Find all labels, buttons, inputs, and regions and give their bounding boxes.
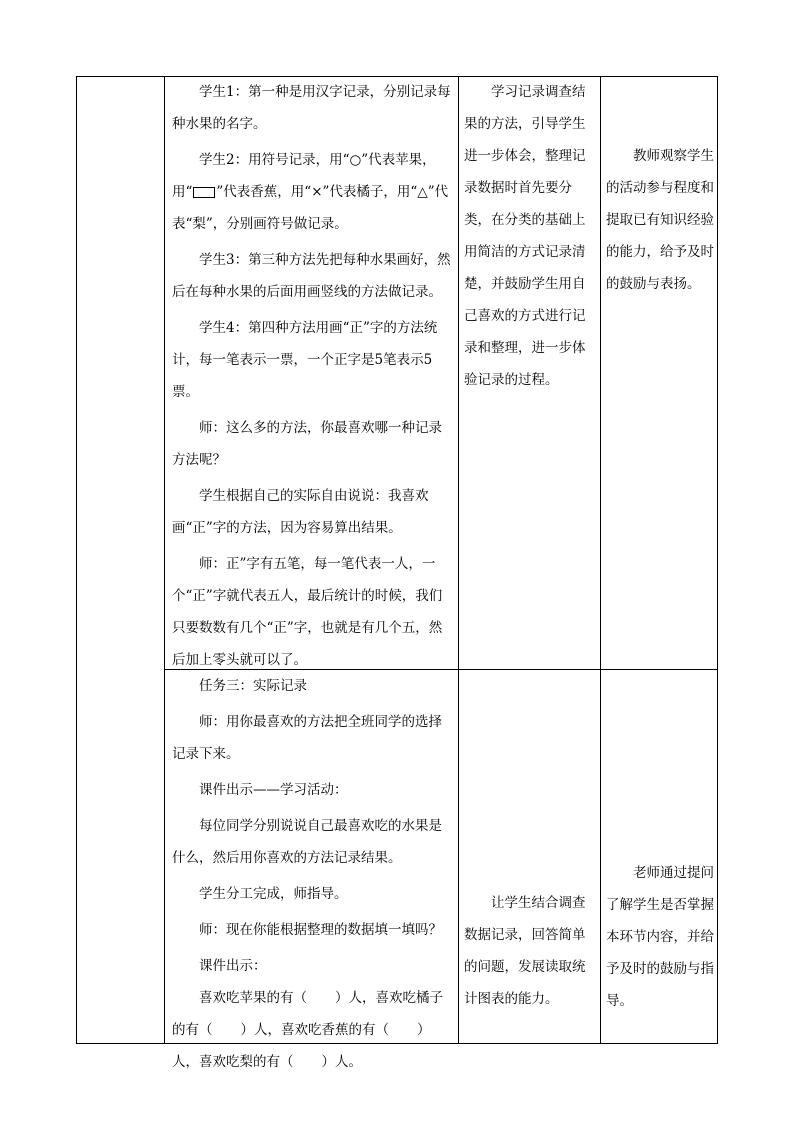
student-answer-text: 学生根据自己的实际自由说说：我喜欢画“正”字的方法，因为容易算出结果。 — [172, 488, 429, 536]
row1-intent-text: 学习记录调查结果的方法，引导学生进一步体会，整理记录数据时首先要分类，在分类的基础上用简洁的方式记录清楚，并鼓励学生用自己喜欢的方式进行记录和整理，进一步体验记录的过程。 — [464, 84, 586, 388]
activity-desc-text: 每位同学分别说说自己最喜欢吃的水果是什么，然后用你喜欢的方法记录结果。 — [172, 818, 442, 866]
row1-evaluation-text: 教师观察学生的活动参与程度和提取已有知识经验的能力，给予及时的鼓励与表扬。 — [606, 148, 714, 292]
row1-intent-cell — [464, 76, 596, 396]
group-work-text: 学生分工完成，师指导。 — [199, 886, 348, 902]
row2-intent-cell — [464, 887, 596, 1015]
col-divider-1 — [164, 76, 165, 1044]
fill-question-text: 师：现在你能根据整理的数据填一填吗？ — [199, 922, 442, 938]
teacher-question-text: 师：这么多的方法，你最喜欢哪一种记录方法呢？ — [172, 420, 442, 468]
row2-evaluation-cell — [606, 857, 714, 1017]
student2-text: 学生2：用符号记录，用“○”代表苹果，用“ ”代表香蕉，用“×”代表橘子，用“△”代表“梨”，分别画符号做记录。 — [172, 152, 449, 232]
rectangle-symbol-icon — [193, 187, 215, 198]
courseware-show-text: 课件出示： — [199, 958, 267, 974]
border-left — [76, 76, 77, 1044]
row2-process-cell — [172, 670, 454, 1078]
col-divider-2 — [458, 76, 459, 1044]
task3-title: 任务三：实际记录 — [199, 678, 307, 694]
row2-intent-text: 让学生结合调查数据记录，回答简单的问题，发展读取统计图表的能力。 — [464, 895, 586, 1007]
row1-evaluation-cell — [606, 140, 714, 300]
task3-teacher-text: 师：用你最喜欢的方法把全班同学的选择记录下来。 — [172, 714, 442, 762]
col-divider-3 — [600, 76, 601, 1044]
student3-text: 学生3：第三种方法先把每种水果画好，然后在每种水果的后面用画竖线的方法做记录。 — [172, 252, 451, 300]
courseware-activity-text: 课件出示——学习活动： — [199, 782, 348, 798]
fill-blanks-text: 喜欢吃苹果的有（ ）人，喜欢吃橘子的有（ ）人，喜欢吃香蕉的有（ ）人，喜欢吃梨的有（ ）人。 — [172, 990, 443, 1070]
student4-text: 学生4：第四种方法用画“正”字的方法统计，每一笔表示一票，一个正字是5笔表示5票。 — [172, 320, 438, 400]
border-right — [717, 76, 718, 1044]
row1-process-cell — [172, 76, 454, 676]
teacher-explain-text: 师：正”字有五笔，每一笔代表一人，一个“正”字就代表五人，最后统计的时候，我们只要数数有几个“正”字，也就是有几个五，然后加上零头就可以了。 — [172, 556, 443, 668]
lesson-table — [76, 76, 718, 1070]
student1-text: 学生1：第一种是用汉字记录，分别记录每种水果的名字。 — [172, 84, 451, 132]
row2-evaluation-text: 老师通过提问了解学生是否掌握本环节内容，并给予及时的鼓励与指导。 — [606, 865, 714, 1009]
